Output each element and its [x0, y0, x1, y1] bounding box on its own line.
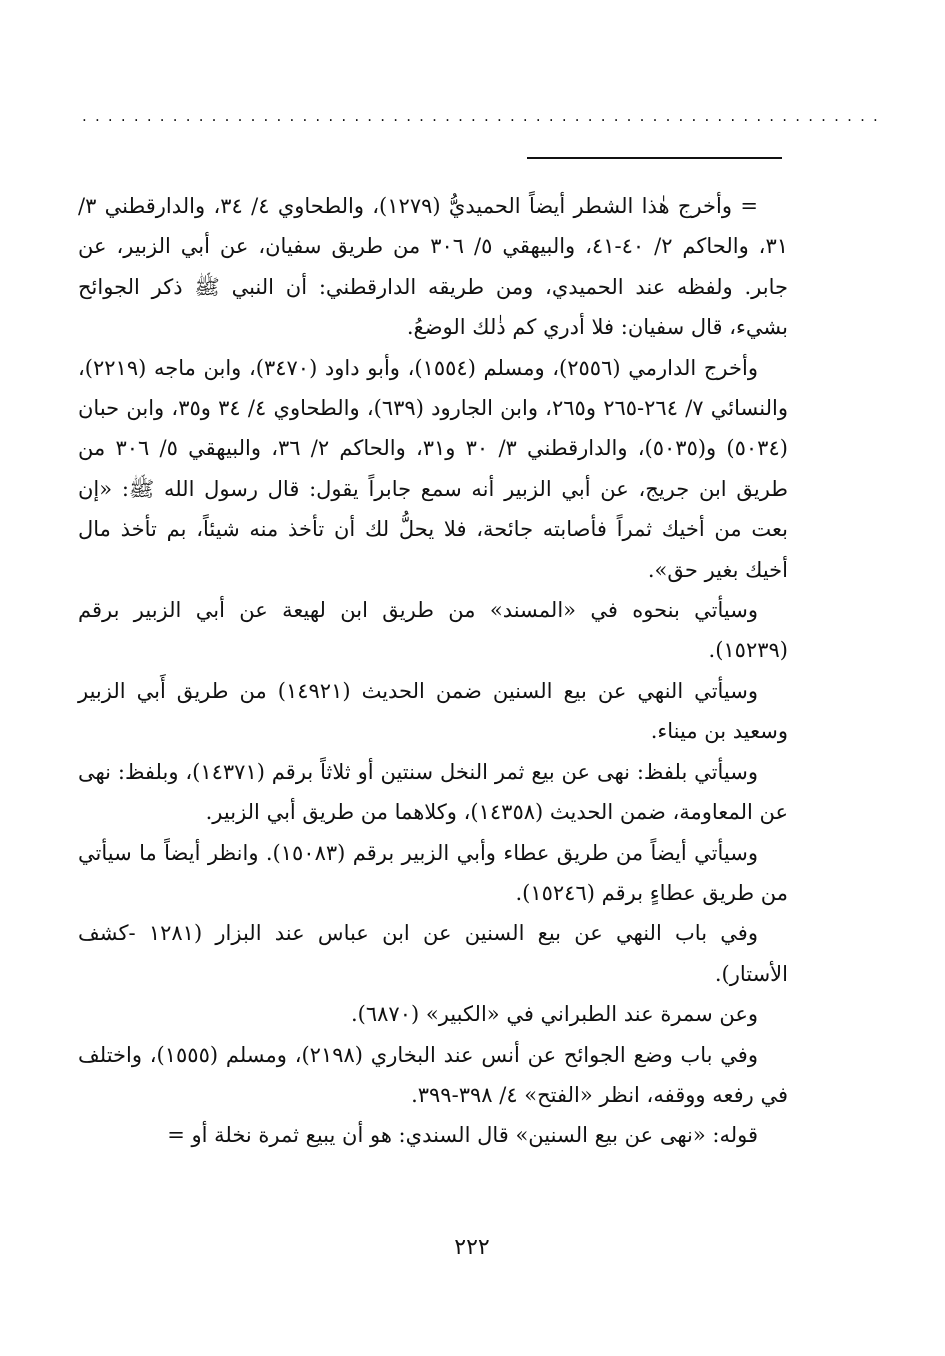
footnote-text: وأخرج هٰذا الشطر أيضاً الحميديُّ (١٢٧٩)، والطحاوي ٤/ ٣٤، والدارقطني ٣/ ٣١، والحاكم ٢/ ٤٠-٤١، والبيهقي ٥/ ٣٠٦ من طريق سفيان، عن أبي الزبير، عن جابر. ولفظه عند الحميدي، ومن طريقه الدارقطني: أن النبي ﷺ ذكر الجوائح بشيء، قال سفيان: فلا أدري كم ذٰلك الوضعُ. [78, 194, 788, 340]
footnote-paragraph: وفي باب وضع الجوائح عن أنس عند البخاري (٢١٩٨)، ومسلم (١٥٥٥)، واختلف في رفعه ووقفه، انظر «الفتح» ٤/ ٣٩٨-٣٩٩. [78, 1042, 788, 1107]
footnote-paragraph: وسيأتي بنحوه في «المسند» من طريق ابن لهيعة عن أبي الزبير برقم (١٥٢٣٩). [78, 598, 788, 663]
footnote-paragraph [78, 186, 788, 348]
footnote-paragraph: قوله: «نهى عن بيع السنين» قال السندي: هو أن يبيع ثمرة نخلة أو = [167, 1123, 758, 1148]
footnotes-block [78, 186, 788, 1156]
footnote-paragraph: وسيأتي النهي عن بيع السنين ضمن الحديث (١٤٩٢١) من طريق أَبي الزبير وسعيد بن ميناء. [78, 678, 788, 744]
footnote-paragraph: وسيأتي بلفظ: نهى عن بيع ثمر النخل سنتين أو ثلاثاً برقم (١٤٣٧١)، وبلفظ: نهى عن المعاومة، ضمن الحديث (١٤٣٥٨)، وكلاهما من طريق أبي الزبير. [78, 759, 788, 825]
footnote-paragraph: وأخرج الدارمي (٢٥٥٦)، ومسلم (١٥٥٤)، وأبو داود (٣٤٧٠)، وابن ماجه (٢٢١٩)، والنسائي ٧/ ٢٦٤-٢٦٥ و٢٦٥، وابن الجارود (٦٣٩)، والطحاوي ٤/ ٣٤ و٣٥، وابن حبان (٥٠٣٤) و(٥٠٣٥)، والدارقطني ٣/ ٣٠ و٣١، والحاكم ٢/ ٣٦، والبيهقي ٥/ ٣٠٦ من طريق ابن جريج، عن أبي الزبير أنه سمع جابراً يقول: قال رسول الله ﷺ: «إن بعت من أخيك ثمراً فأصابته جائحة، فلا يحلُّ لك أن تأخذ منه شيئاً، بم تأخذ مال أخيك بغير حق». [78, 355, 788, 582]
continued-marker: = [740, 194, 758, 218]
footnote-rule [527, 157, 782, 159]
page-number: ٢٢٢ [454, 1235, 490, 1260]
separator-dots: .............................................................. [82, 107, 887, 125]
footnote-paragraph: وفي باب النهي عن بيع السنين عن ابن عباس عند البزار (١٢٨١ -كشف الأستار). [78, 921, 788, 986]
footnote-paragraph: وسيأتي أيضاً من طريق عطاء وأبي الزبير برقم (١٥٠٨٣). وانظر أيضاً ما سيأتي من طريق عطاءٍ برقم (١٥٢٤٦). [78, 840, 788, 905]
footnote-paragraph: وعن سمرة عند الطبراني في «الكبير» (٦٨٧٠). [350, 1002, 758, 1027]
